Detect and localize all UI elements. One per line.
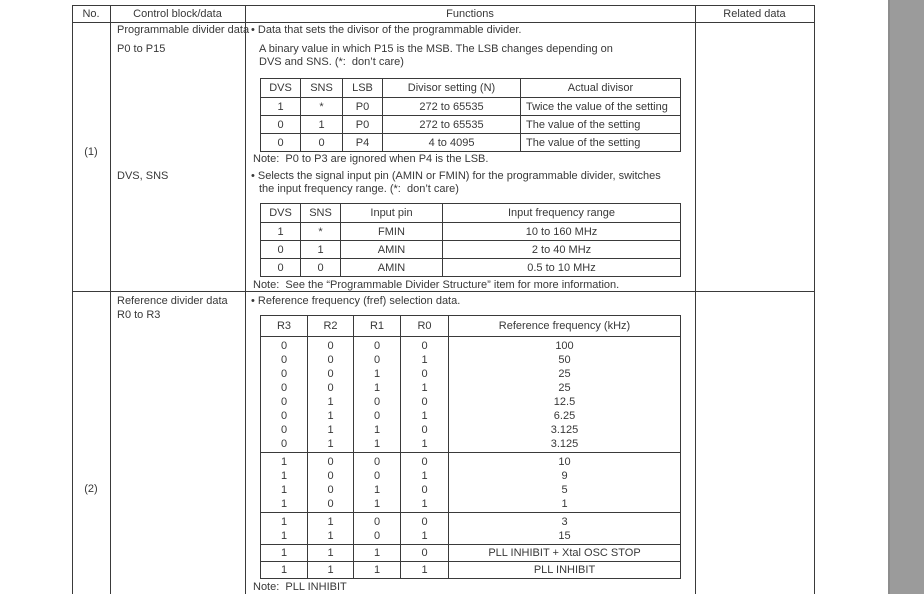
table-cell-line: 1 [561,498,568,510]
table-cell-line: 1 [280,516,288,528]
table-cell: P4 [343,134,383,152]
table-cell-line: 15 [558,530,571,542]
table-cell-line: 1 [373,368,381,380]
table-cell-line: 1 [421,438,428,450]
table-cell-line: 1 [280,470,288,482]
table-cell [449,513,681,545]
table-cell-line: 0 [421,516,428,528]
table-cell-line: 10 [558,456,571,468]
table-cell: 0 [261,259,301,277]
table-row [261,134,681,152]
function-paragraph: DVS and SNS. (*: don’t care) [259,56,404,68]
table-cell: 272 to 65535 [383,116,521,134]
function-paragraph: A binary value in which P15 is the MSB. The LSB changes depending on [259,43,613,55]
table-cell: 1 [301,241,341,259]
table-cell: * [301,98,343,116]
table-cell-line: 0 [327,340,334,352]
col-header-control: Control block/data [133,8,222,20]
table-row [261,259,681,277]
table-cell: P0 [343,116,383,134]
outer-border-top [72,5,815,6]
table-cell-line: 0 [327,484,334,496]
table-cell-line: 1 [421,498,428,510]
table-cell-line: 0 [280,382,288,394]
column-header: Actual divisor [521,79,681,98]
table-row [261,116,681,134]
table-header-row [261,204,681,223]
table-cell-line: 0 [373,456,381,468]
column-header: Input pin [341,204,443,223]
table-cell-line: 1 [421,470,428,482]
table-cell: 1 [401,562,449,579]
table-cell-line: 1 [280,498,288,510]
col-border-control [245,5,246,594]
table-cell: 0.5 to 10 MHz [443,259,681,277]
table-cell: 0 [261,241,301,259]
table-cell: 1 [261,98,301,116]
row-number-1: (1) [84,146,98,158]
column-header: LSB [343,79,383,98]
column-header: SNS [301,204,341,223]
table-cell-line: 0 [421,484,428,496]
table-cell-line: 1 [373,484,381,496]
table-cell: 1 [308,562,354,579]
table-cell: 2 to 40 MHz [443,241,681,259]
col-header-functions: Functions [446,8,494,20]
table-row [261,241,681,259]
table-cell-line: 9 [561,470,568,482]
table-cell [308,337,354,453]
divisor-setting-table [260,78,681,152]
table-cell-line: 0 [327,456,334,468]
table-header-row [261,79,681,98]
table-cell-line: 1 [327,530,334,542]
table-cell: 1 [354,545,401,562]
table-header-row [261,316,681,337]
table-cell-line: 12.5 [553,396,576,408]
table-row [261,98,681,116]
table-cell-line: 1 [327,516,334,528]
table-cell: 1 [301,116,343,134]
table-cell [401,453,449,513]
table-note: Note: See the “Programmable Divider Structure” item for more information. [253,279,620,291]
table-cell-line: 3.125 [550,424,579,436]
table-cell: The value of the setting [521,116,681,134]
table-cell-line: 1 [327,424,334,436]
table-cell [449,453,681,513]
table-cell: PLL INHIBIT [449,562,681,579]
header-row-border [72,22,815,23]
table-cell [354,337,401,453]
table-cell: 10 to 160 MHz [443,223,681,241]
table-cell: 0 [401,545,449,562]
table-cell: 1 [308,545,354,562]
table-cell-line: 0 [280,354,288,366]
table-cell-line: 1 [373,382,381,394]
table-cell: FMIN [341,223,443,241]
table-cell-line: 0 [327,354,334,366]
function-bullet: • Reference frequency (fref) selection data. [251,295,461,307]
control-block-title: DVS, SNS [117,170,169,182]
control-block-subtitle: R0 to R3 [117,309,161,321]
table-group-row [261,562,681,579]
control-block-title: Reference divider data [117,295,228,307]
table-cell-line: 0 [421,396,428,408]
table-cell: 1 [261,545,308,562]
table-cell: AMIN [341,259,443,277]
table-cell-line: 0 [280,396,288,408]
table-cell: PLL INHIBIT + Xtal OSC STOP [449,545,681,562]
table-cell: The value of the setting [521,134,681,152]
table-row [261,223,681,241]
control-block-title: Programmable divider data [117,24,250,36]
table-cell-line: 0 [280,410,288,422]
table-cell: 1 [354,562,401,579]
table-group-row [261,545,681,562]
table-group-row [261,453,681,513]
table-cell: 0 [301,134,343,152]
table-cell [308,513,354,545]
col-border-functions [695,5,696,594]
table-cell [308,453,354,513]
table-cell: 1 [261,562,308,579]
table-cell-line: 1 [280,484,288,496]
table-cell [261,337,308,453]
table-cell-line: 0 [421,340,428,352]
reference-frequency-table [260,315,681,579]
table-cell-line: 0 [327,498,334,510]
table-cell-line: 1 [421,530,428,542]
table-cell-line: 3 [561,516,568,528]
outer-border-right [814,5,815,594]
table-cell-line: 0 [280,368,288,380]
column-header: Reference frequency (kHz) [449,316,681,337]
table-group-row [261,513,681,545]
table-cell: * [301,223,341,241]
table-cell: 0 [301,259,341,277]
row-number-2: (2) [84,483,98,495]
table-cell [261,513,308,545]
table-cell-line: 100 [555,340,574,352]
table-cell [261,453,308,513]
table-cell: AMIN [341,241,443,259]
table-cell-line: 1 [327,410,334,422]
column-header: Divisor setting (N) [383,79,521,98]
outer-border-left [72,5,73,594]
table-cell: 272 to 65535 [383,98,521,116]
column-header: R2 [308,316,354,337]
function-bullet: • Data that sets the divisor of the programmable divider. [251,24,522,36]
table-cell-line: 1 [280,530,288,542]
table-cell-line: 1 [421,382,428,394]
table-cell-line: 0 [327,382,334,394]
function-bullet: • Selects the signal input pin (AMIN or FMIN) for the programmable divider, switches [251,170,661,182]
table-cell-line: 3.125 [550,438,579,450]
table-cell: Twice the value of the setting [521,98,681,116]
table-cell-line: 0 [373,470,381,482]
function-paragraph: the input frequency range. (*: don’t care) [259,183,459,195]
control-block-subtitle: P0 to P15 [117,43,166,55]
table-note: Note: P0 to P3 are ignored when P4 is the LSB. [253,153,489,165]
table-cell-line: 25 [558,368,571,380]
table-cell-line: 0 [280,340,288,352]
table-cell-line: 0 [421,368,428,380]
column-header: R1 [354,316,401,337]
table-cell-line: 0 [373,354,381,366]
input-pin-table [260,203,681,277]
table-cell [354,453,401,513]
table-cell: 4 to 4095 [383,134,521,152]
column-header: DVS [261,204,301,223]
column-header: DVS [261,79,301,98]
table-cell-line: 0 [373,530,381,542]
table-cell-line: 1 [280,456,288,468]
table-cell-line: 0 [421,456,428,468]
table-cell-line: 25 [558,382,571,394]
table-cell-line: 0 [373,340,381,352]
table-cell-line: 50 [558,354,571,366]
table-group-row [261,337,681,453]
table-cell-line: 1 [373,424,381,436]
table-cell-line: 1 [327,396,334,408]
table-cell-line: 1 [373,438,381,450]
table-cell: 1 [261,223,301,241]
col-border-no [110,5,111,594]
column-header: SNS [301,79,343,98]
col-header-no: No. [82,8,100,20]
column-header: R0 [401,316,449,337]
column-header: R3 [261,316,308,337]
col-header-related: Related data [723,8,786,20]
column-header: Input frequency range [443,204,681,223]
table-cell-line: 1 [327,438,334,450]
table-cell [401,337,449,453]
table-cell-line: 0 [373,516,381,528]
table-cell-line: 0 [280,438,288,450]
table-cell-line: 1 [421,354,428,366]
table-cell-line: 0 [373,410,381,422]
table-cell-line: 1 [373,498,381,510]
table-cell-line: 0 [280,424,288,436]
table-note: Note: PLL INHIBIT [253,581,347,593]
table-cell-line: 5 [561,484,568,496]
table-cell [449,337,681,453]
table-cell-line: 6.25 [553,410,576,422]
table-cell: 0 [261,134,301,152]
table-cell-line: 0 [327,368,334,380]
table-cell-line: 1 [421,410,428,422]
table-cell-line: 0 [327,470,334,482]
viewer-gutter [888,0,924,594]
table-cell-line: 0 [421,424,428,436]
table-cell [401,513,449,545]
table-cell: 0 [261,116,301,134]
table-cell [354,513,401,545]
table-cell: P0 [343,98,383,116]
table-cell-line: 0 [373,396,381,408]
